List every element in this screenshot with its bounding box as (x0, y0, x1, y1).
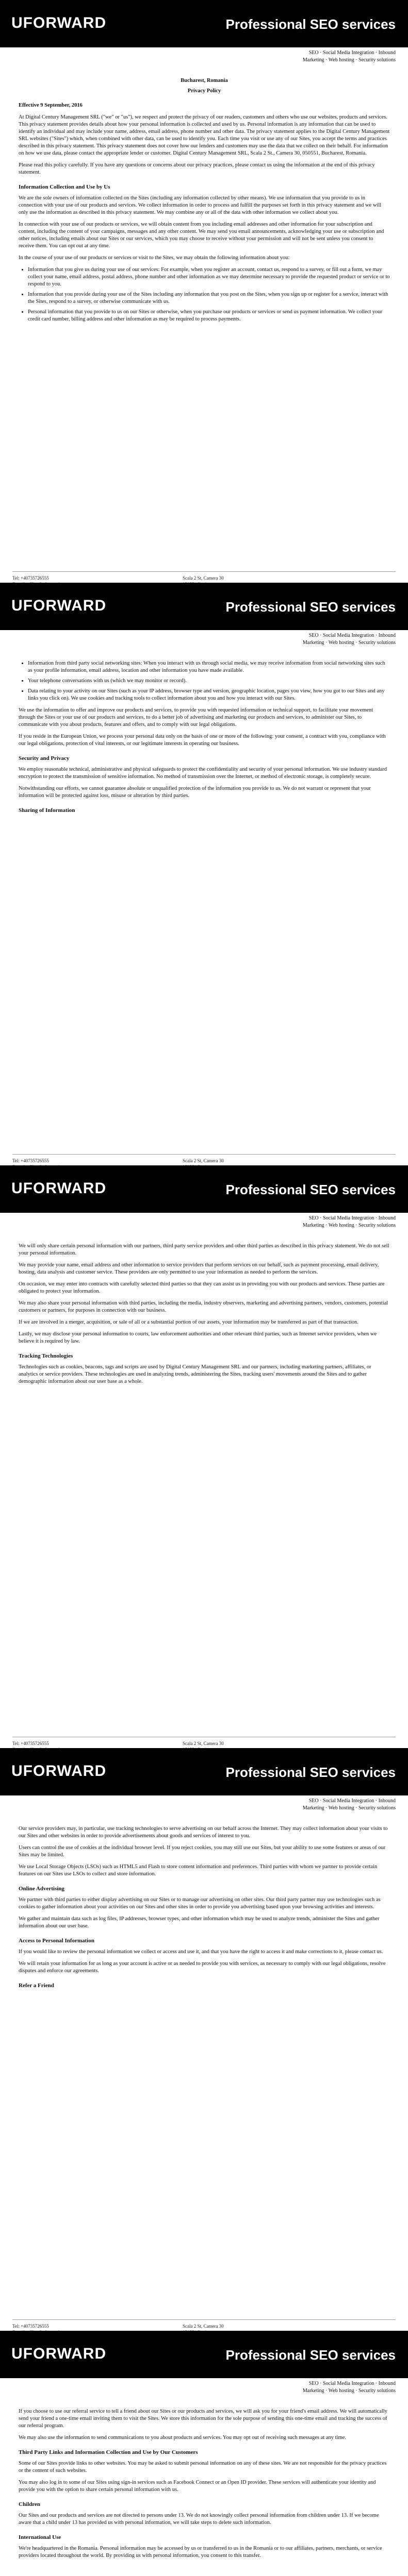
brand-subline (231, 632, 396, 647)
paragraph: Please read this policy carefully. If you have any questions or concerns about our privacy practices, please contact us using the information at the end of this privacy statement. (19, 162, 375, 175)
brand-subline-2: Marketing · Web hosting · Security solutions (302, 640, 396, 646)
paragraph: If you reside in the European Union, we process your personal data only on the basis of one or more of the following: your consent, a contract with you, compliance with our legal obligations, protection of vital interests, or our legitimate interests in operating our business. (19, 734, 386, 747)
brand-subline-1: SEO · Social Media Integration · Inbound (308, 50, 396, 56)
paragraph: We employ reasonable technical, administrative and physical safeguards to protect the confidentiality and security of your personal information. We use industry standard encryption to protect the transmission of sensitive information. No method of transmission over the Internet, or method of electronic storage, is completely secure. (19, 767, 387, 779)
paragraph: At Digital Century Management SRL ("we" or "us"), we respect and protect the privacy of our readers, customers and others who use our websites, products and services. This privacy statement provides details about how your personal information is collected and used by us. Personal information is any information that can be used to identify an individual and may include your name, address, email address, phone number and other data. The privacy statement applies to the Digital Century Management SRL websites ("Sites") which, when combined with other data, can be used to identify you. Each time you visit or use any of our Sites, you accept the terms and practices described in this privacy statement. This privacy statement does not cover how our lenders and customers may use the data that we collect on their behalf. For information on how we use data, please contact the appropriate lender or customer. Digital Century Management SRL, Scala 2 St., Camera 30, 050551, Bucharest, Romania. (19, 114, 390, 156)
page-1 (0, 0, 408, 581)
brand-right-title: Professional SEO services (225, 1182, 396, 1197)
footer-address-1: Scala 2 St, Camera 30 (183, 1741, 224, 1746)
section-heading: Access to Personal Information (19, 1938, 94, 1944)
section-heading: Children (19, 2501, 40, 2507)
brand-right-title: Professional SEO services (225, 1765, 396, 1780)
section-heading: Security and Privacy (19, 755, 70, 761)
paragraph: In the course of your use of our products or services or visit to the Sites, we may obtain the following information about you: (19, 255, 290, 261)
paragraph: Our service providers may, in particular, use tracking technologies to serve advertising on our behalf across the Internet. They may collect information about your visits to our Sites and other websites in order to provide advertisements about goods and services of interest to you. (19, 1826, 388, 1839)
brand-logo: UFORWARD (11, 14, 107, 31)
page-content (19, 1243, 390, 1390)
footer-phone: Tel: +40735726555 (12, 1741, 49, 1746)
paragraph: We may also use the information to send communications to you about products and services. You may opt out of receiving such messages at any time. (19, 2435, 346, 2441)
list-item: • Information that you provide during your use of the Sites including any information that you post on the Sites, when you sign up or register for a service, interact with the Sites, respond to a survey, or otherwise communicate with us. (28, 291, 390, 306)
footer-phone: Tel: +40735726555 (12, 2324, 49, 2329)
page-content (19, 660, 390, 818)
list-item: • Information that you give us during your use of our services: For example, when you register an account, contact us, respond to a survey, or fill out a form, we may collect your name, email address, postal address, phone number and other information as we may determine necessary to provide the requested product or service or to respond to you. (28, 266, 390, 288)
brand-subline (231, 1798, 396, 1812)
list-item: • Information from third party social networking sites: When you interact with us through social media, we may receive information from social networking sites such as your profile information, email address, location and other information you have made available. (28, 660, 390, 674)
paragraph: We partner with third parties to either display advertising on our Sites or to manage our advertising on other sites. Our third party partner may use technologies such as cookies to gather information about your activities on our Sites and other sites in order to provide you advertising based upon your browsing activities and interests. (19, 1897, 381, 1910)
paragraph: You may also log in to some of our Sites using sign-in services such as Facebook Connect or an Open ID provider. These services will authenticate your identity and provide you with the option to share certain personal information with us. (19, 2480, 376, 2493)
page-5 (0, 2331, 408, 2576)
brand-subline (231, 49, 396, 64)
brand-logo: UFORWARD (11, 2345, 107, 2362)
page-footer (12, 2319, 396, 2329)
page-header (0, 2331, 408, 2378)
brand-subline-2: Marketing · Web hosting · Security solutions (302, 2388, 396, 2394)
section-heading: Third Party Links and Information Collection and Use by Our Customers (19, 2449, 198, 2455)
brand-logo: UFORWARD (11, 1762, 107, 1780)
footer-address-1: Scala 2 St, Camera 30 (183, 1158, 224, 1163)
page-content (19, 77, 390, 328)
footer-phone: Tel: +40735726555 (12, 1158, 49, 1163)
list-item: • Data relating to your activity on our Sites (such as your IP address, browser type and version, geographic location, pages you view, how you got to our Sites and any links you click on). We use cookies and tracking tools to collect information about you and how you interact with our Sites. (28, 688, 390, 702)
page-content (19, 2408, 390, 2564)
brand-right-title: Professional SEO services (225, 16, 396, 32)
brand-right-title: Professional SEO services (225, 2347, 396, 2363)
page-content (19, 1825, 390, 1993)
section-heading: International Use (19, 2534, 61, 2540)
effective-date: Effective 9 September, 2016 (19, 103, 83, 108)
paragraph: Users can control the use of cookies at the individual browser level. If you reject cookies, you may still use our Sites, but your ability to use some features or areas of our Sites may be limited. (19, 1845, 386, 1858)
section-heading: Online Advertising (19, 1886, 64, 1892)
footer-phone: Tel: +40735726555 (12, 575, 49, 581)
page-2 (0, 583, 408, 1164)
brand-subline-2: Marketing · Web hosting · Security solutions (302, 1805, 396, 1811)
paragraph: We may also share your personal information with third parties, including the media, industry observers, marketing and advertising partners, vendors, customers, potential customers or partners, for purposes in connection with our business. (19, 1300, 388, 1313)
paragraph: We will only share certain personal information with our partners, third party service providers and other third parties as described in this privacy statement. We do not sell your personal information. (19, 1243, 389, 1256)
bullet-list (28, 266, 390, 323)
paragraph: If we are involved in a merger, acquisition, or sale of all or a substantial portion of our assets, your information may be transferred as part of that transaction. (19, 1319, 358, 1325)
paragraph: Some of our Sites provide links to other websites. You may be asked to submit personal information on any of these sites. We are not responsible for the privacy practices or the content of such websites. (19, 2461, 387, 2473)
section-heading: Information Collection and Use by Us (19, 184, 110, 190)
paragraph: Our Sites and our products and services are not directed to persons under 13. We do not knowingly collect personal information from children under 13. If we become aware that a child under 13 has provided us with personal information, we will take steps to delete such information. (19, 2513, 379, 2526)
paragraph: We are the sole owners of information collected on the Sites (including any information collected by other means). We use information that you provide to us in connection with your use of our products and services. We collect information in order to process and fulfill the purposes set forth in this privacy statement and we will only use the information as described in this privacy statement. We may combine any or all of the data with other information we collect about you. (19, 195, 382, 215)
paragraph: Lastly, we may disclose your personal information to courts, law enforcement authorities and other relevant third parties, such as Internet service providers, when we believe it is required by law. (19, 1331, 377, 1344)
brand-subline-1: SEO · Social Media Integration · Inbound (308, 1798, 396, 1804)
page-header (0, 0, 408, 47)
brand-subline-2: Marketing · Web hosting · Security solutions (302, 1223, 396, 1228)
paragraph: We will retain your information for as long as your account is active or as needed to provide you with services, as necessary to comply with our legal obligations, resolve disputes and enforce our agreements. (19, 1961, 386, 1974)
footer-address-1: Scala 2 St, Camera 30 (183, 2324, 224, 2329)
section-heading: Sharing of Information (19, 807, 75, 814)
page-footer (12, 571, 396, 581)
paragraph: We may provide your name, email address and other information to service providers that perform services on our behalf, such as payment processing, email delivery, hosting, data analysis and customer service. These providers are only permitted to use your information as needed to perform the services. (19, 1262, 379, 1275)
list-item: • Personal information that you provide to us on our Sites or otherwise, when you purchase our products or services or send us payment information. We collect your credit card number, billing address and other information as may be required to process payments. (28, 309, 390, 323)
page-header (0, 583, 408, 630)
paragraph: We use the information to offer and improve our products and services, to provide you with requested information or technical support, to facilitate your movement through the Sites or your use of our products and services, to do a better job of advertising and marketing our products and services, to administer our Sites, to communicate with you about products, features and offers, and to comply with our legal obligations. (19, 707, 373, 727)
paragraph: On occasion, we may enter into contracts with carefully selected third parties so that they can assist us in providing you with our products and services. These parties are obligated to protect your information. (19, 1281, 385, 1294)
list-item: • Your telephone conversations with us (which we may monitor or record). (28, 677, 390, 685)
brand-subline-1: SEO · Social Media Integration · Inbound (308, 2381, 396, 2386)
brand-logo: UFORWARD (11, 1180, 107, 1197)
paragraph: We use Local Storage Objects (LSOs) such as HTML5 and Flash to store content information and preferences. Third parties with whom we partner to provide certain features on our Sites use LSOs to collect and store information. (19, 1864, 378, 1877)
section-heading: Tracking Technologies (19, 1353, 73, 1359)
paragraph: We're headquartered in the Romania. Personal information may be accessed by us or transferred to us in the Romania or to our affiliates, partners, merchants, or service providers located throughout the world. By providing us with personal information, you consent to this transfer. (19, 2546, 382, 2558)
footer-address-1: Scala 2 St, Camera 30 (183, 575, 224, 581)
bullet-list (28, 660, 390, 702)
brand-subline-2: Marketing · Web hosting · Security solutions (302, 57, 396, 63)
page-4 (0, 1748, 408, 2329)
brand-subline (231, 1215, 396, 1229)
section-heading: Refer a Friend (19, 1982, 54, 1989)
paragraph: If you would like to review the personal information we collect or access and use it, and that you have the right to access it and make corrections to it, please contact us. (19, 1949, 383, 1955)
paragraph: Technologies such as cookies, beacons, tags and scripts are used by Digital Century Management SRL and our partners, including marketing partners, affiliates, or analytics or service providers. These technologies are used in analyzing trends, administering the Sites, tracking users' movements around the Sites and to gather demographic information about our user base as a whole. (19, 1364, 371, 1384)
brand-subline-1: SEO · Social Media Integration · Inbound (308, 633, 396, 638)
paragraph: If you choose to use our referral service to tell a friend about our Sites or our products and services, we will ask you for your friend's email address. We will automatically send your friend a one-time email inviting them to visit the Sites. We store this information for the sole purpose of sending this one-time email and tracking the success of our referral program. (19, 2409, 387, 2429)
paragraph: In connection with your use of our products or services, we will obtain content from you including email addresses and other information for your subscription and content, including the content of your campaigns, messages and any other content. We may send you email announcements, acknowledging your use or subscription and other notices, including emails about our Sites or our services, which you may choose to receive without your permission and will not be sent unless you consent to receive them. You can opt out at any time. (19, 222, 384, 249)
brand-subline (231, 2380, 396, 2395)
brand-subline-1: SEO · Social Media Integration · Inbound (308, 1215, 396, 1221)
doc-title: Privacy Policy (187, 88, 221, 94)
city-line: Bucharest, Romania (181, 78, 228, 83)
page-footer (12, 1737, 396, 1746)
brand-right-title: Professional SEO services (225, 599, 396, 615)
paragraph: Notwithstanding our efforts, we cannot guarantee absolute or unqualified protection of the information you provide to us. We do not warrant or represent that your information will be protected against loss, misuse or alteration by third parties. (19, 786, 371, 799)
brand-logo: UFORWARD (11, 597, 107, 614)
paragraph: We gather and maintain data such as log files, IP addresses, browser types, and other information which may be used to analyze trends, administer the Sites and gather information about our user base. (19, 1916, 380, 1929)
page-header (0, 1165, 408, 1213)
page-header (0, 1748, 408, 1795)
page-3 (0, 1165, 408, 1747)
page-footer (12, 1154, 396, 1163)
